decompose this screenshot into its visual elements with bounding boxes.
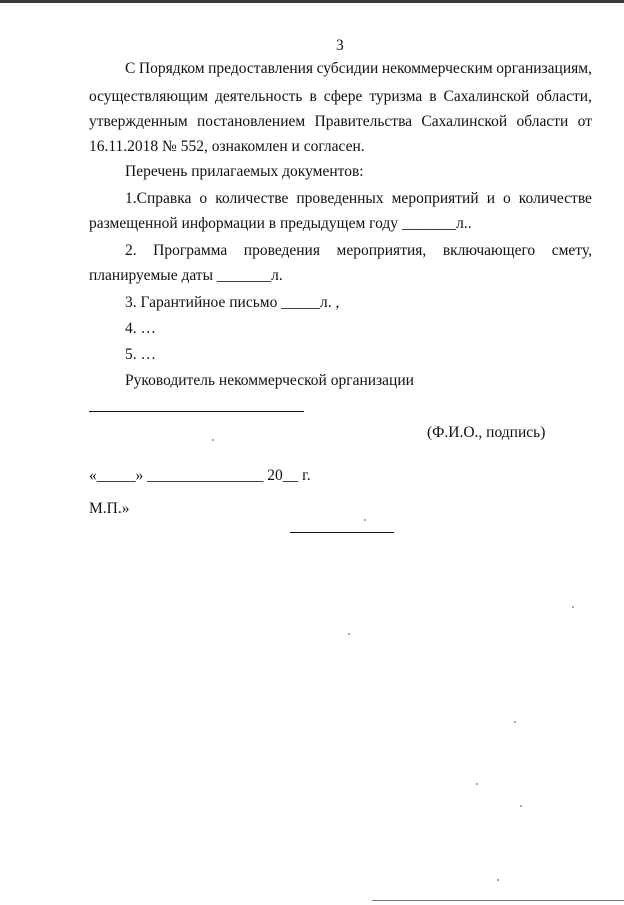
word: осуществляющим (89, 88, 209, 105)
item5: 5. … (125, 346, 156, 363)
scan-bottom-edge (372, 900, 624, 901)
word: количестве (518, 190, 592, 207)
word: о (503, 190, 511, 207)
word: С (125, 60, 136, 77)
documents-heading: Перечень прилагаемых документов: (125, 163, 364, 180)
word: деятельность (214, 88, 303, 105)
scan-speck (364, 519, 366, 521)
word: Порядком (138, 60, 205, 77)
word: организациям, (496, 60, 592, 77)
word: 1.Справка (125, 190, 192, 207)
word: области, (536, 88, 592, 105)
word: смету, (551, 242, 592, 259)
date-line: «_____» _______________ 20__ г. (89, 467, 311, 484)
word: сфере (323, 88, 363, 105)
word: предоставления (208, 60, 314, 77)
word: количестве (215, 190, 289, 207)
scan-speck (520, 805, 522, 807)
scan-speck (348, 633, 350, 635)
word: мероприятия, (336, 242, 427, 259)
item1-line-2: размещенной информации в предыдущем году _______л.. (89, 215, 472, 232)
item2-line-2: планируемые даты _______л. (89, 267, 283, 284)
scan-speck (497, 879, 499, 881)
word: Правительства (314, 113, 413, 130)
word: Сахалинской (421, 113, 508, 130)
word: 2. (125, 242, 137, 259)
intro-line-4: 16.11.2018 № 552, ознакомлен и согласен. (89, 138, 365, 155)
scan-speck (514, 721, 516, 723)
word: включающего (442, 242, 536, 259)
item4: 4. … (125, 320, 156, 337)
word: проведенных (296, 190, 384, 207)
word: от (577, 113, 592, 130)
word: области (516, 113, 569, 130)
word: и (486, 190, 495, 207)
word: постановлением (196, 113, 306, 130)
word: Сахалинской (443, 88, 530, 105)
word: в (309, 88, 317, 105)
fio-label: (Ф.И.О., подпись) (427, 424, 546, 441)
stamp-label: М.П.» (89, 500, 130, 517)
word: проведения (243, 242, 320, 259)
word: Программа (153, 242, 228, 259)
word: о (199, 190, 208, 207)
word: некоммерческим (381, 60, 493, 77)
head-label: Руководитель некоммерческой организации (125, 372, 414, 389)
word: мероприятий (391, 190, 479, 207)
separator-line (290, 532, 394, 533)
signature-line (89, 411, 304, 412)
intro-line-1 (125, 61, 592, 77)
item2-line-1 (125, 243, 592, 259)
page-number: 3 (336, 37, 344, 54)
item3: 3. Гарантийное письмо _____л. , (125, 294, 340, 311)
intro-line-2 (89, 89, 592, 105)
intro-line-3 (89, 114, 592, 130)
word: субсидии (316, 60, 379, 77)
scan-speck (212, 439, 214, 441)
word: туризма (369, 88, 423, 105)
word: утвержденным (89, 113, 188, 130)
scan-top-edge (0, 0, 624, 3)
item1-line-1 (125, 191, 592, 207)
scan-speck (572, 606, 574, 608)
word: в (429, 88, 437, 105)
scan-speck (476, 783, 478, 785)
